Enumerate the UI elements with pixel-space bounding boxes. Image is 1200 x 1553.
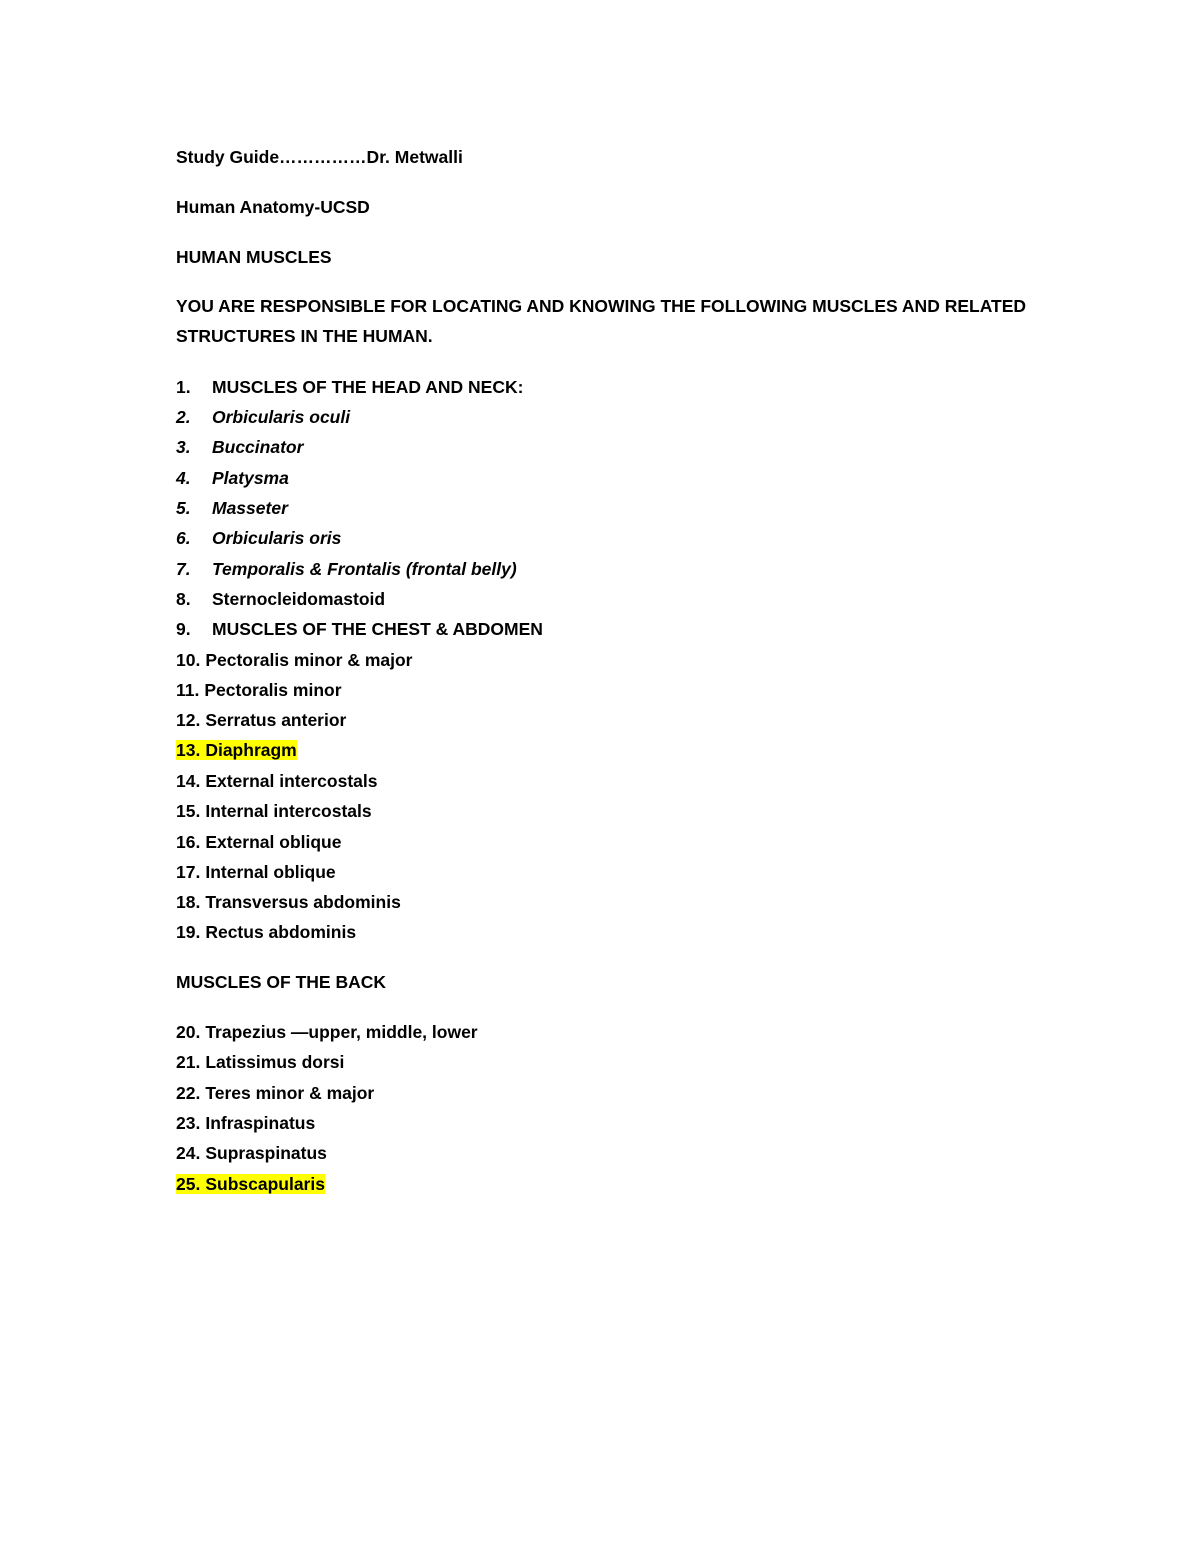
list-item-text: Trapezius —upper, middle, lower bbox=[205, 1022, 478, 1042]
list-item bbox=[176, 557, 517, 581]
list-item bbox=[176, 769, 377, 793]
list-item-text: Pectoralis minor & major bbox=[205, 650, 413, 670]
list-item-number: 20. bbox=[176, 1022, 201, 1042]
list-item bbox=[176, 435, 303, 459]
list-item-text: MUSCLES OF THE CHEST & ABDOMEN bbox=[212, 619, 543, 639]
list-item-number: 14. bbox=[176, 771, 201, 791]
list-item bbox=[176, 890, 401, 914]
list-item-number: 18. bbox=[176, 892, 201, 912]
list-item-text: Internal oblique bbox=[205, 862, 336, 882]
list-item-number: 3. bbox=[176, 437, 191, 457]
list-item-number: 21. bbox=[176, 1052, 201, 1072]
list-item-text: Subscapularis bbox=[205, 1174, 325, 1194]
list-item-text: External intercostals bbox=[205, 771, 378, 791]
list-item bbox=[176, 648, 412, 672]
list-item bbox=[176, 587, 385, 611]
list-item bbox=[176, 799, 372, 823]
list-item bbox=[176, 678, 342, 702]
list-item-text: Diaphragm bbox=[205, 740, 297, 760]
section-heading-back: MUSCLES OF THE BACK bbox=[176, 972, 386, 992]
list-item bbox=[176, 1141, 327, 1165]
list-item bbox=[176, 708, 346, 732]
list-item-text: Infraspinatus bbox=[205, 1113, 316, 1133]
list-item bbox=[176, 1081, 374, 1105]
list-item-text: Temporalis & Frontalis (frontal belly) bbox=[212, 559, 517, 579]
list-item bbox=[176, 920, 356, 944]
list-item bbox=[176, 375, 523, 399]
course-name: Human Anatomy-UCSD bbox=[176, 197, 370, 217]
list-item-highlighted bbox=[176, 1172, 325, 1196]
list-item-text: Internal intercostals bbox=[205, 801, 372, 821]
list-item-text: External oblique bbox=[205, 832, 342, 852]
list-item-number: 25. bbox=[176, 1174, 201, 1194]
list-item bbox=[176, 466, 289, 490]
list-item-number: 1. bbox=[176, 377, 191, 397]
list-item-number: 11. bbox=[176, 680, 200, 700]
topic-heading: HUMAN MUSCLES bbox=[176, 247, 332, 267]
list-item-number: 13. bbox=[176, 740, 201, 760]
list-item-number: 8. bbox=[176, 589, 191, 609]
list-item-text: Rectus abdominis bbox=[205, 922, 357, 942]
list-item bbox=[176, 617, 543, 641]
list-item bbox=[176, 1050, 344, 1074]
list-item-text: MUSCLES OF THE HEAD AND NECK: bbox=[212, 377, 524, 397]
list-item-number: 5. bbox=[176, 498, 191, 518]
list-item-highlighted bbox=[176, 738, 297, 762]
list-item bbox=[176, 496, 288, 520]
list-item-text: Sternocleidomastoid bbox=[212, 589, 386, 609]
list-item-text: Orbicularis oculi bbox=[212, 407, 351, 427]
list-item-number: 23. bbox=[176, 1113, 201, 1133]
list-item bbox=[176, 1111, 315, 1135]
list-item-number: 24. bbox=[176, 1143, 201, 1163]
list-item-number: 15. bbox=[176, 801, 201, 821]
list-item-text: Teres minor & major bbox=[205, 1083, 375, 1103]
doc-title: Study Guide……………Dr. Metwalli bbox=[176, 147, 463, 167]
instruction-text: YOU ARE RESPONSIBLE FOR LOCATING AND KNOWING THE FOLLOWING MUSCLES AND RELATED STRUCTURES IN THE HUMAN. bbox=[176, 296, 1027, 346]
list-item-text: Latissimus dorsi bbox=[205, 1052, 345, 1072]
list-item-text: Supraspinatus bbox=[205, 1143, 327, 1163]
list-item-text: Transversus abdominis bbox=[205, 892, 401, 912]
list-item-number: 12. bbox=[176, 710, 201, 730]
list-item-number: 19. bbox=[176, 922, 201, 942]
list-item bbox=[176, 1020, 478, 1044]
list-item-number: 17. bbox=[176, 862, 201, 882]
list-item-number: 16. bbox=[176, 832, 201, 852]
list-item-number: 6. bbox=[176, 528, 191, 548]
list-item-number: 9. bbox=[176, 619, 191, 639]
list-item-text: Masseter bbox=[212, 498, 288, 518]
list-item bbox=[176, 526, 341, 550]
list-item-text: Platysma bbox=[212, 468, 289, 488]
list-item-text: Serratus anterior bbox=[205, 710, 347, 730]
list-item-number: 4. bbox=[176, 468, 191, 488]
list-item-number: 2. bbox=[176, 407, 191, 427]
list-item-number: 10. bbox=[176, 650, 201, 670]
list-item-text: Buccinator bbox=[212, 437, 304, 457]
list-item-text: Pectoralis minor bbox=[204, 680, 342, 700]
list-item-text: Orbicularis oris bbox=[212, 528, 342, 548]
list-item-number: 22. bbox=[176, 1083, 201, 1103]
list-item bbox=[176, 860, 336, 884]
list-item-number: 7. bbox=[176, 559, 191, 579]
list-item bbox=[176, 830, 341, 854]
list-item bbox=[176, 405, 350, 429]
